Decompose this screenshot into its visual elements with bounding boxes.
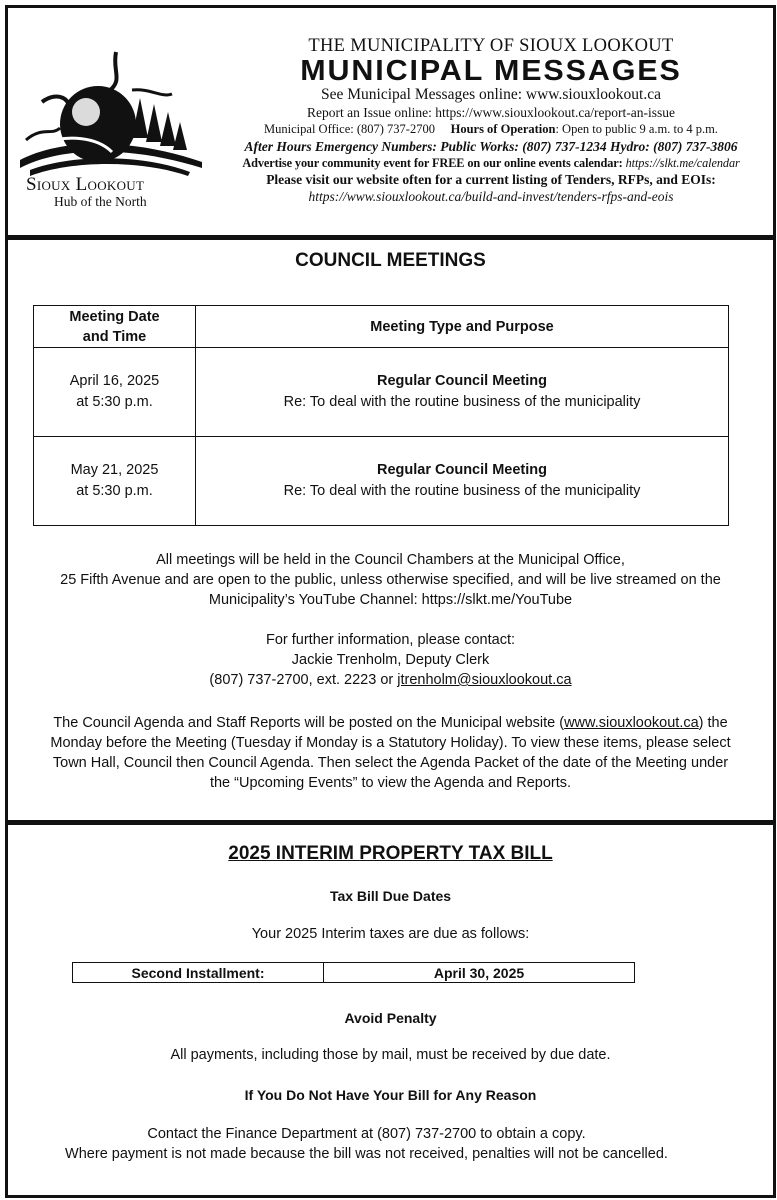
contact-phone: (807) 737-2700, ext. 2223 or (209, 672, 398, 688)
due-intro: Your 2025 Interim taxes are due as follows: (251, 926, 530, 942)
meeting-date-cell (34, 437, 196, 526)
messages-online-line: See Municipal Messages online: www.siouxlookout.ca (321, 86, 661, 103)
property-tax-panel (5, 822, 776, 1198)
logo-tagline: Hub of the North (54, 194, 147, 209)
contact-phone-line (18, 670, 763, 690)
tax-bill-title: 2025 INTERIM PROPERTY TAX BILL (228, 843, 553, 864)
contact-intro: For further information, please contact: (265, 632, 516, 648)
meeting-location-paragraph (18, 550, 763, 610)
website-link[interactable]: www.siouxlookout.ca (564, 715, 699, 731)
location-line2: 25 Fifth Avenue and are open to the public, unless otherwise specified, and will be live streamed on the (60, 572, 721, 588)
advertise-text: Advertise your community event for FREE on our online events calendar: (242, 156, 626, 170)
header-date-line2: and Time (82, 328, 147, 345)
meeting-purpose: Re: To deal with the routine business of the municipality (283, 483, 641, 499)
meeting-time: at 5:30 p.m. (76, 483, 153, 499)
logo-name: Sioux Lookout (26, 174, 145, 195)
installment-date: April 30, 2025 (324, 963, 635, 983)
agenda-line1 (18, 713, 763, 733)
council-meetings-panel (5, 237, 776, 823)
avoid-penalty-heading: Avoid Penalty (344, 1010, 437, 1026)
meeting-date-cell (34, 348, 196, 437)
meetings-table (33, 305, 729, 526)
table-row (34, 437, 729, 526)
header-meeting-date (34, 306, 196, 348)
meeting-type-cell (196, 437, 729, 526)
table-row (34, 348, 729, 437)
penalty-text: All payments, including those by mail, must be received by due date. (170, 1047, 611, 1063)
meeting-type-cell (196, 348, 729, 437)
municipal-messages-title: MUNICIPAL MESSAGES (300, 55, 682, 87)
header-meeting-type: Meeting Type and Purpose (196, 306, 729, 348)
location-line1: All meetings will be held in the Council Chambers at the Municipal Office, (156, 552, 625, 568)
finance-contact-line2: Where payment is not made because the bill was not received, penalties will not be cancelled. (65, 1146, 668, 1162)
meeting-time: at 5:30 p.m. (76, 394, 153, 410)
agenda-line1-text: The Council Agenda and Staff Reports will be posted on the Municipal website ( (53, 715, 565, 731)
emergency-numbers-line: After Hours Emergency Numbers: Public Works: (807) 737-1234 Hydro: (807) 737-3806 (244, 139, 738, 154)
council-meetings-title: COUNCIL MEETINGS (295, 250, 486, 271)
agenda-line4: the “Upcoming Events” to view the Agenda and Reports. (209, 775, 572, 791)
table-row (73, 963, 635, 983)
agenda-line3: Town Hall, Council then Council Agenda. Then select the Agenda Packet of the date of the Meeting under (52, 755, 729, 771)
finance-contact-paragraph (0, 1124, 739, 1164)
meeting-date: April 16, 2025 (69, 373, 160, 389)
municipality-title: THE MUNICIPALITY OF SIOUX LOOKOUT (308, 36, 674, 56)
sioux-lookout-logo (12, 42, 206, 212)
agenda-line1-end: ) the (698, 715, 728, 731)
meeting-purpose: Re: To deal with the routine business of the municipality (283, 394, 641, 410)
header-date-line1: Meeting Date (69, 308, 160, 325)
contact-name: Jackie Trenholm, Deputy Clerk (291, 652, 490, 668)
hours-label: Hours of Operation (450, 122, 556, 136)
meeting-date: May 21, 2025 (70, 462, 159, 478)
no-bill-heading: If You Do Not Have Your Bill for Any Reason (244, 1087, 537, 1103)
meeting-type: Regular Council Meeting (377, 373, 547, 389)
office-phone: Municipal Office: (807) 737-2700 (264, 122, 435, 136)
contact-email-link[interactable]: jtrenholm@siouxlookout.ca (397, 672, 572, 688)
contact-paragraph (18, 630, 763, 690)
header-text-block (215, 36, 767, 206)
tenders-link[interactable]: https://www.siouxlookout.ca/build-and-invest/tenders-rfps-and-eois (308, 189, 674, 204)
office-hours-line (215, 121, 767, 138)
report-issue-line: Report an Issue online: https://www.siouxlookout.ca/report-an-issue (306, 105, 676, 120)
agenda-line2: Monday before the Meeting (Tuesday if Monday is a Statutory Holiday). To view these items, please select (50, 735, 731, 751)
advertise-line (215, 155, 767, 172)
installment-table (72, 962, 635, 983)
header-panel (5, 5, 776, 238)
location-line3: Municipality’s YouTube Channel: https://slkt.me/YouTube (208, 592, 573, 608)
meeting-type: Regular Council Meeting (377, 462, 547, 478)
table-header-row (34, 306, 729, 348)
due-dates-heading: Tax Bill Due Dates (329, 888, 452, 904)
hours-value: : Open to public 9 a.m. to 4 p.m. (555, 122, 718, 136)
agenda-paragraph (18, 713, 763, 793)
finance-contact-line1: Contact the Finance Department at (807) 737-2700 to obtain a copy. (147, 1126, 586, 1142)
calendar-link[interactable]: https://slkt.me/calendar (625, 156, 740, 170)
visit-website-line: Please visit our website often for a current listing of Tenders, RFPs, and EOIs: (266, 172, 716, 187)
installment-label: Second Installment: (73, 963, 324, 983)
